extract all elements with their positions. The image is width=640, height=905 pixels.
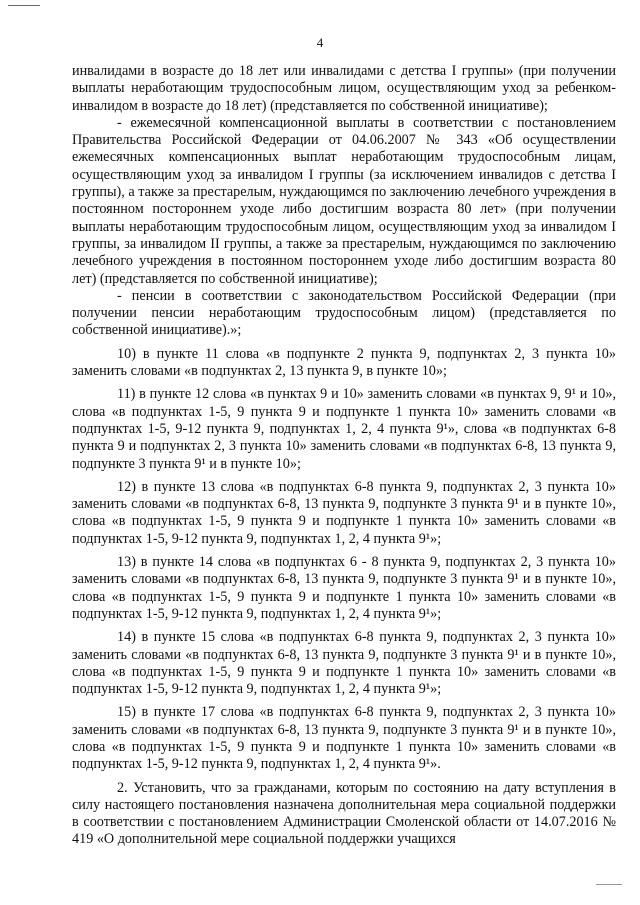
document-body: [72, 63, 616, 849]
paragraph-item-11: 11) в пункте 12 слова «в пунктах 9 и 10» заменить словами «в пунктах 9, 9¹ и 10», слова «в подпунктах 1-5, 9 пункта 9 и подпункте 1 пункта 10» заменить словами «в подпунктах 1-5, 9-12 пункта 9, подпунктах 1, 2, 4 пункта 9¹», слова «в подпунктах 6-8 пункта 9 и подпунктах 2, 3 пункта 10» заменить словами «в подпунктах 6-8, 13 пункта 9, подпункте 3 пункта 9¹ и в пункте 10»;: [72, 386, 616, 472]
paragraph-item-14: 14) в пункте 15 слова «в подпунктах 6-8 пункта 9, подпунктах 2, 3 пункта 10» заменить словами «в подпунктах 6-8, 13 пункта 9, подпункте 3 пункта 9¹ и в пункте 10», слова «в подпунктах 1-5, 9 пункта 9 и подпункте 1 пункта 10» заменить словами «в подпунктах 1-5, 9-12 пункта 9, подпунктах 1, 2, 4 пункта 9¹»;: [72, 629, 616, 698]
paragraph-item-10: 10) в пункте 11 слова «в подпункте 2 пункта 9, подпунктах 2, 3 пункта 10» заменить словами «в подпунктах 2, 13 пункта 9, в пункте 10»;: [72, 345, 616, 380]
paragraph-item-13: 13) в пункте 14 слова «в подпунктах 6 - 8 пункта 9, подпунктах 2, 3 пункта 10» заменить словами «в подпунктах 6-8, 13 пункта 9, подпункте 3 пункта 9¹ и в пункте 10», слова «в подпунктах 1-5, 9 пункта 9 и подпункте 1 пункта 10» заменить словами «в подпунктах 1-5, 9-12 пункта 9, подпунктах 1, 2, 4 пункта 9¹»;: [72, 554, 616, 622]
paragraph-continuation: инвалидами в возрасте до 18 лет или инвалидами с детства I группы» (при получении выплаты неработающим трудоспособным лицом, осуществляющим уход за ребенком-инвалидом в возрасте до 18 лет) (представляется по собственной инициативе);: [72, 63, 616, 114]
corner-mark: [8, 5, 40, 6]
paragraph-item-15: 15) в пункте 17 слова «в подпунктах 6-8 пункта 9, подпунктах 2, 3 пункта 10» заменить словами «в подпунктах 6-8, 13 пункта 9, подпункте 3 пункта 9¹ и в пункте 10», слова «в подпунктах 1-5, 9 пункта 9 и подпункте 1 пункта 10» заменить словами «в подпунктах 1-5, 9-12 пункта 9, подпунктах 1, 2, 4 пункта 9¹».: [72, 704, 616, 773]
paragraph-pension: - пенсии в соответствии с законодательством Российской Федерации (при получении пенсии неработающим трудоспособным лицом) (представляется по собственной инициативе).»;: [72, 287, 616, 339]
bottom-mark: [596, 884, 622, 885]
paragraph-compensation-payment: - ежемесячной компенсационной выплаты в соответствии с постановлением Правительства Российской Федерации от 04.06.2007 № 343 «Об осуществлении ежемесячных компенсационных выплат неработающим трудоспособным лицам, осуществляющим уход за инвалидом I группы (за исключением инвалидов с детства I группы), а также за престарелым, нуждающимся по заключению лечебного учреждения в постоянном постороннем уходе либо достигшим возраста 80 лет» (при получении выплаты неработающим трудоспособным лицом, осуществляющим уход за инвалидом I группы, за инвалидом II группы, а также за престарелым, нуждающимся по заключению лечебного учреждения в постоянном постороннем уходе либо достигшим возраста 80 лет) (представляется по собственной инициативе);: [72, 114, 616, 287]
page-number: 4: [316, 35, 324, 50]
paragraph-item-12: 12) в пункте 13 слова «в подпунктах 6-8 пункта 9, подпунктах 2, 3 пункта 10» заменить словами «в подпунктах 6-8, 13 пункта 9, подпункте 3 пункта 9¹ и в пункте 10», слова «в подпунктах 1-5, 9 пункта 9 и подпункте 1 пункта 10» заменить словами «в подпунктах 1-5, 9-12 пункта 9, подпунктах 1, 2, 4 пункта 9¹»;: [72, 478, 616, 547]
paragraph-section-2: 2. Установить, что за гражданами, которым по состоянию на дату вступления в силу настоящего постановления назначена дополнительная мера социальной поддержки в соответствии с постановлением Администрации Смоленской области от 14.07.2016 № 419 «О дополнительной мере социальной поддержки учащихся: [72, 779, 616, 848]
